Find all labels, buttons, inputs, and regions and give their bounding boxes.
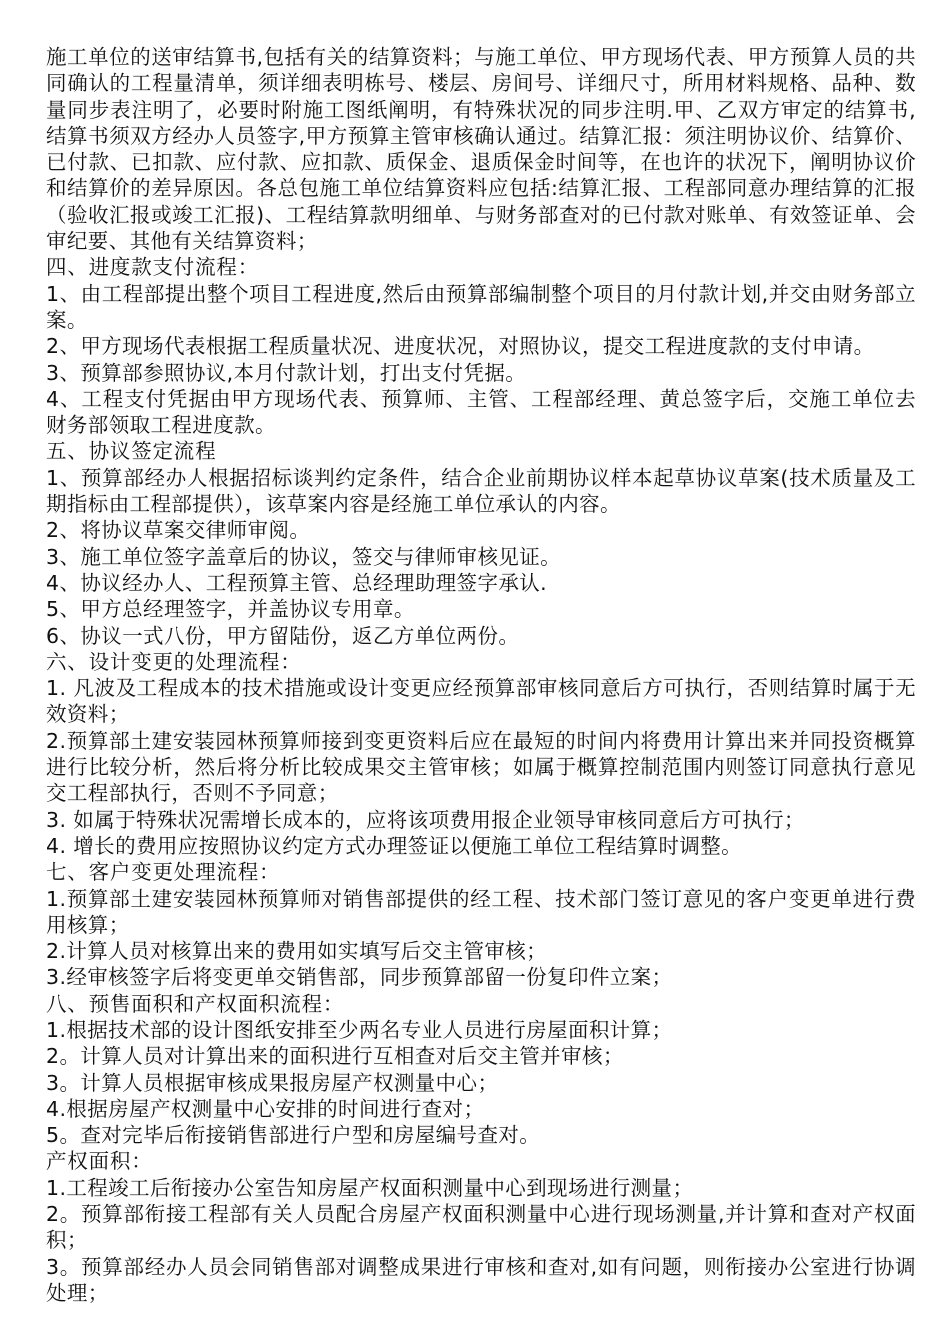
list-item: 2。计算人员对计算出来的面积进行互相查对后交主管并审核； xyxy=(46,1044,624,1069)
list-item: 2、甲方现场代表根据工程质量状况、进度状况，对照协议，提交工程进度款的支付申请。 xyxy=(46,334,875,359)
section-heading-area-process: 八、预售面积和产权面积流程： xyxy=(46,991,345,1016)
paragraph-settlement-materials: 施工单位的送审结算书,包括有关的结算资料；与施工单位、甲方现场代表、甲方预算人员的共同确认的工程量清单，须详细表明栋号、楼层、房间号、详细尺寸，所用材料规格、品种、数量同步表注明了，必要时附施工图纸阐明，有特殊状况的同步注明.甲、乙双方审定的结算书,结算书须双方经办人员签字,甲方预算主管审核确认通过。结算汇报：须注明协议价、结算价、已付款、已扣款、应付款、应扣款、质保金、退质保金时间等，在也许的状况下，阐明协议价和结算价的差异原因。各总包施工单位结算资料应包括:结算汇报、工程部同意办理结算的汇报（验收汇报或竣工汇报)、工程结算款明细单、与财务部查对的已付款对账单、有效签证单、会审纪要、其他有关结算资料； xyxy=(46,45,916,254)
list-item: 4. 增长的费用应按照协议约定方式办理签证以便施工单位工程结算时调整。 xyxy=(46,833,743,858)
list-item: 2.计算人员对核算出来的费用如实填写后交主管审核； xyxy=(46,939,548,964)
list-item: 1.预算部土建安装园林预算师对销售部提供的经工程、技术部门签订意见的客户变更单进行费用核算； xyxy=(46,886,916,937)
list-item: 2.预算部土建安装园林预算师接到变更资料后应在最短的时间内将费用计算出来并同投资概算进行比较分析，然后将分析比较成果交主管审核；如属于概算控制范围内则签订同意执行意见交工程部执行，否则不予同意； xyxy=(46,728,916,806)
list-item: 3、预算部参照协议,本月付款计划，打出支付凭据。 xyxy=(46,360,527,385)
list-item: 2、将协议草案交律师审阅。 xyxy=(46,518,311,543)
section-heading-property-area: 产权面积： xyxy=(46,1149,153,1174)
list-item: 3.经审核签字后将变更单交销售部，同步预算部留一份复印件立案； xyxy=(46,965,673,990)
list-item: 3. 如属于特殊状况需增长成本的，应将该项费用报企业领导审核同意后方可执行； xyxy=(46,807,805,832)
list-item: 1.工程竣工后衔接办公室告知房屋产权面积测量中心到现场进行测量； xyxy=(46,1175,694,1200)
list-item: 4、协议经办人、工程预算主管、总经理助理签字承认. xyxy=(46,570,548,595)
document-body xyxy=(46,44,916,1306)
list-item: 2。预算部衔接工程部有关人员配合房屋产权面积测量中心进行现场测量,并计算和查对产权面积； xyxy=(46,1202,916,1253)
section-heading-design-change: 六、设计变更的处理流程： xyxy=(46,649,302,674)
list-item: 1. 凡波及工程成本的技术措施或设计变更应经预算部审核同意后方可执行，否则结算时属于无效资料； xyxy=(46,676,916,727)
section-heading-progress-payment: 四、进度款支付流程： xyxy=(46,255,259,280)
list-item: 5、甲方总经理签字，并盖协议专用章。 xyxy=(46,597,415,622)
list-item: 4.根据房屋产权测量中心安排的时间进行查对； xyxy=(46,1096,485,1121)
list-item: 3、施工单位签字盖章后的协议，签交与律师审核见证。 xyxy=(46,544,562,569)
list-item: 3。预算部经办人员会同销售部对调整成果进行审核和查对,如有问题，则衔接办公室进行协调处理； xyxy=(46,1254,916,1305)
section-heading-customer-change: 七、客户变更处理流程： xyxy=(46,860,281,885)
list-item: 1、由工程部提出整个项目工程进度,然后由预算部编制整个项目的月付款计划,并交由财务部立案。 xyxy=(46,281,916,332)
list-item: 1、预算部经办人根据招标谈判约定条件，结合企业前期协议样本起草协议草案(技术质量及工期指标由工程部提供），该草案内容是经施工单位承认的内容。 xyxy=(46,465,916,517)
list-item: 1.根据技术部的设计图纸安排至少两名专业人员进行房屋面积计算； xyxy=(46,1017,673,1042)
list-item: 4、工程支付凭据由甲方现场代表、预算师、主管、工程部经理、黄总签字后，交施工单位去财务部领取工程进度款。 xyxy=(46,386,916,438)
list-item: 3。计算人员根据审核成果报房屋产权测量中心； xyxy=(46,1070,499,1095)
section-heading-agreement-signing: 五、协议签定流程 xyxy=(46,439,217,464)
list-item: 6、协议一式八份，甲方留陆份，返乙方单位两份。 xyxy=(46,623,520,648)
list-item: 5。查对完毕后衔接销售部进行户型和房屋编号查对。 xyxy=(46,1123,541,1148)
